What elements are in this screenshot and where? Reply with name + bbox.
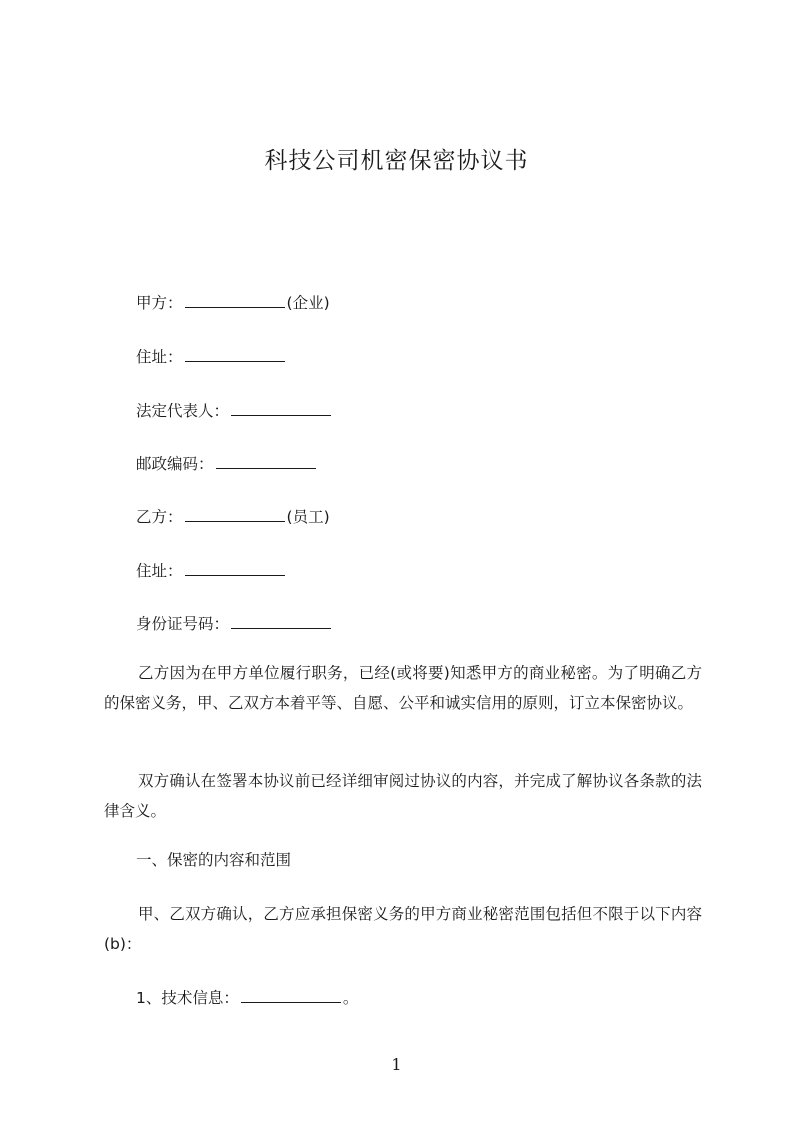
party-a-suffix: (企业) (286, 294, 330, 312)
legal-representative-label: 法定代表人： (136, 402, 230, 420)
party-b-suffix: (员工) (286, 508, 330, 526)
party-a-address-label: 住址： (136, 348, 183, 366)
technical-info-suffix: 。 (342, 989, 359, 1007)
id-number-blank (231, 612, 331, 629)
postal-code-blank (216, 452, 316, 469)
postal-code-label: 邮政编码： (136, 455, 214, 473)
party-a-label: 甲方： (136, 294, 183, 312)
party-b-address-field (136, 559, 287, 581)
postal-code-field (136, 452, 318, 474)
party-a-address-blank (185, 345, 285, 362)
legal-representative-field (136, 399, 333, 421)
party-a-blank (185, 291, 285, 308)
party-b-blank (185, 505, 285, 522)
technical-info-field (136, 986, 358, 1008)
party-b-address-blank (185, 559, 285, 576)
legal-representative-blank (231, 399, 331, 416)
document-title: 科技公司机密保密协议书 (264, 148, 529, 174)
party-b-address-label: 住址： (136, 562, 183, 580)
id-number-field (136, 612, 333, 634)
party-a-address-field (136, 345, 287, 367)
intro-paragraph: 乙方因为在甲方单位履行职务，已经(或将要)知悉甲方的商业秘密。为了明确乙方的保密义务，甲、乙双方本着平等、自愿、公平和诚实信用的原则，订立本保密协议。 (104, 664, 702, 712)
page-number: 1 (391, 1055, 402, 1074)
confirmation-paragraph: 双方确认在签署本协议前已经详细审阅过协议的内容，并完成了解协议各条款的法律含义。 (104, 772, 702, 820)
party-b-field (136, 505, 330, 527)
party-b-label: 乙方： (136, 508, 183, 526)
section-paragraph: 甲、乙双方确认，乙方应承担保密义务的甲方商业秘密范围包括但不限于以下内容(b)： (104, 905, 702, 953)
section-heading: 一、保密的内容和范围 (136, 851, 292, 869)
party-a-field (136, 291, 330, 313)
id-number-label: 身份证号码： (136, 615, 230, 633)
technical-info-blank (241, 986, 341, 1003)
technical-info-label: 1、技术信息： (136, 989, 239, 1007)
